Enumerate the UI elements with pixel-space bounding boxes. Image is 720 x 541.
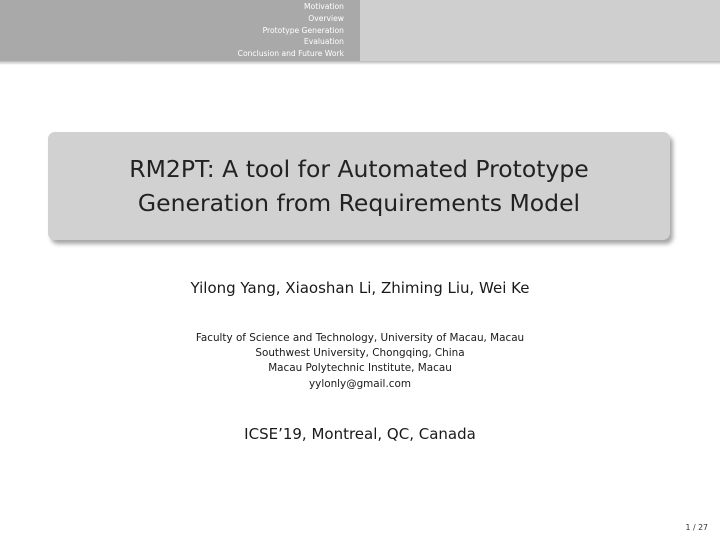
author-list: Yilong Yang, Xiaoshan Li, Zhiming Liu, Wei Ke [190, 279, 530, 297]
title-line-1: RM2PT: A tool for Automated Prototype [129, 155, 589, 183]
conference-venue: ICSE’19, Montreal, QC, Canada [244, 425, 476, 443]
nav-item-motivation[interactable]: Motivation [304, 2, 344, 11]
affiliation-macau-polytechnic: Macau Polytechnic Institute, Macau [268, 362, 452, 375]
affiliation-macau-univ: Faculty of Science and Technology, University of Macau, Macau [195, 332, 525, 344]
section-nav-list [238, 1, 344, 60]
nav-item-prototype-generation[interactable]: Prototype Generation [262, 25, 344, 35]
nav-item-evaluation[interactable]: Evaluation [303, 37, 344, 47]
slide-title [79, 152, 639, 220]
title-line-2: Generation from Requirements Model [137, 189, 581, 217]
section-nav-panel [0, 0, 360, 61]
affiliation-block [0, 331, 720, 392]
header-nav-bar [0, 0, 720, 61]
nav-item-overview[interactable]: Overview [308, 13, 344, 23]
page-number: 1 / 27 [685, 523, 708, 532]
nav-item-conclusion[interactable]: Conclusion and Future Work [237, 49, 344, 59]
header-shadow [0, 61, 720, 65]
contact-email: yylonly@gmail.com [309, 377, 411, 390]
title-block [48, 132, 670, 240]
affiliation-southwest-univ: Southwest University, Chongqing, China [255, 347, 465, 360]
